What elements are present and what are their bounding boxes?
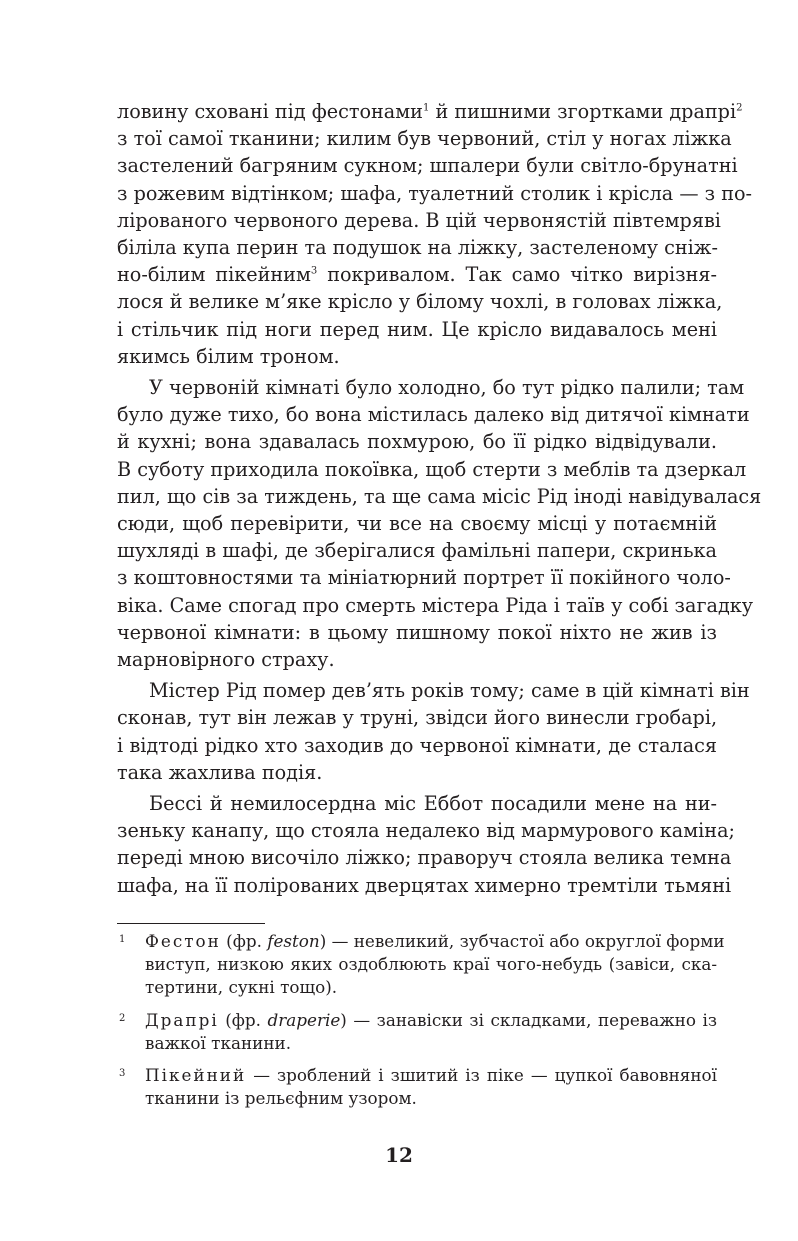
text-line — [117, 592, 754, 619]
footnote-number: 3 — [119, 1068, 126, 1080]
text-line — [117, 207, 721, 234]
text-run: зеньку канапу, що стояла недалеко від мармурового каміна; — [117, 819, 735, 843]
text-line — [117, 483, 762, 510]
text-line — [117, 844, 732, 871]
footnote-reference: 2 — [736, 102, 743, 114]
text-line — [117, 125, 732, 152]
text-line — [117, 759, 717, 786]
paragraph — [117, 677, 750, 786]
text-run: шафа, на її полірованих дверцятах химерно тремтіли тьмяні — [117, 873, 732, 897]
text-run: й пишними згортками драпрі — [429, 100, 737, 123]
text-line — [117, 428, 717, 455]
footnote-term: Драпрі — [145, 1009, 219, 1030]
footnote-line — [145, 1064, 717, 1087]
text-run: і стільчик під ноги перед ним. Це крісло видавалось мені — [117, 317, 717, 341]
text-run: якимсь білим троном. — [117, 344, 340, 368]
paragraph — [117, 374, 762, 673]
text-line — [117, 316, 717, 343]
text-run: ) — невеликий, зубчастої або округлої форми — [319, 931, 725, 951]
footnote-line — [145, 1009, 717, 1032]
text-run: виступ, низкою яких оздоблюють краї чого-небудь (завіси, ска- — [145, 954, 717, 975]
text-line — [117, 152, 738, 179]
text-run: лірованого червоного дерева. В цій червонястій півтемряві — [117, 208, 721, 232]
footnote-term: Пікейний — [145, 1065, 247, 1086]
text-run: В суботу приходила покоївка, щоб стерти з меблів та дзеркал — [117, 457, 747, 481]
text-run: шухляді в шафі, де зберігалися фамільні папери, скринька — [117, 539, 717, 563]
text-line — [117, 704, 717, 731]
footnote-number: 1 — [119, 934, 126, 945]
text-run: Містер Рід помер дев’ять років тому; саме в цій кімнаті він — [149, 679, 750, 703]
text-line — [117, 537, 717, 564]
text-line — [117, 732, 717, 759]
text-run: У червоній кімнаті було холодно, бо тут рідко палили; там — [149, 376, 745, 400]
text-line — [117, 234, 717, 261]
text-line — [117, 261, 717, 288]
text-line — [117, 510, 717, 537]
text-run: марновірного страху. — [117, 648, 335, 672]
footnotes — [117, 930, 725, 1119]
text-run: (фр. — [220, 931, 268, 951]
text-line — [117, 677, 750, 704]
text-run: і відтоді рідко хто заходив до червоної кімнати, де сталася — [117, 733, 717, 757]
footnote-reference: 1 — [422, 102, 430, 114]
text-run: й кухні; вона здавалась похмурою, бо її рідко відвідували. — [117, 430, 717, 454]
footnote-line — [145, 953, 717, 976]
text-line — [117, 343, 717, 370]
text-line — [117, 401, 750, 428]
text-run: червоної кімнати: в цьому пишному покої ніхто не жив із — [117, 620, 717, 644]
text-line — [117, 564, 731, 591]
text-line — [117, 817, 735, 844]
footnote-term: Фестон — [145, 931, 221, 951]
text-line — [117, 619, 717, 646]
text-line — [117, 98, 743, 125]
text-run: тертини, сукні тощо). — [145, 977, 338, 998]
text-run: — зроблений і зшитий із піке — цупкої бавовняної — [246, 1065, 717, 1086]
text-run: переді мною височіло ліжко; праворуч стояла велика темна — [117, 846, 732, 870]
text-run: покривалом. Так само чітко вирізня- — [317, 263, 717, 287]
footnote-reference: 3 — [310, 265, 318, 277]
text-run: лося й велике м’яке крісло у білому чохлі, в головах ліжка, — [117, 290, 723, 314]
footnote-number: 2 — [119, 1012, 126, 1024]
footnote-line — [145, 1087, 717, 1110]
text-run: сюди, щоб перевірити, чи все на своєму місці у потаємній — [117, 512, 717, 536]
footnote-line — [145, 976, 717, 999]
italic-term: draperie — [267, 1009, 341, 1030]
text-line — [117, 872, 732, 899]
footnote — [117, 930, 725, 1000]
footnote-line — [145, 1032, 717, 1055]
italic-term: feston — [267, 931, 320, 951]
text-line — [117, 646, 717, 673]
text-line — [117, 790, 717, 817]
text-run: ловину сховані під фестонами — [117, 100, 423, 123]
text-run: з коштовностями та мініатюрний портрет її покійного чоло- — [117, 566, 731, 590]
text-run: важкої тканини. — [145, 1032, 292, 1053]
text-line — [117, 288, 723, 315]
text-run: но-білим пікейним — [117, 263, 311, 287]
paragraph — [117, 98, 753, 370]
page-number: 12 — [385, 1143, 413, 1167]
text-line — [117, 374, 745, 401]
text-run: з рожевим відтінком; шафа, туалетний столик і крісла — з по- — [117, 181, 753, 205]
text-run: було дуже тихо, бо вона містилась далеко від дитячої кімнати — [117, 403, 750, 427]
footnote-divider — [117, 923, 265, 924]
text-run: біліла купа перин та подушок на ліжку, застеленому сніж- — [117, 236, 718, 260]
main-text — [117, 98, 762, 899]
text-line — [117, 180, 753, 207]
text-run: з тої самої тканини; килим був червоний, стіл у ногах ліжка — [117, 127, 732, 151]
text-run: ) — занавіски зі складками, переважно із — [340, 1009, 717, 1030]
text-line — [117, 456, 747, 483]
text-run: тканини із рельєфним узором. — [145, 1088, 417, 1109]
text-run: Бессі й немилосердна міс Еббот посадили мене на ни- — [149, 792, 717, 816]
text-run: застелений багряним сукном; шпалери були світло-брунатні — [117, 154, 738, 178]
footnote — [117, 1064, 717, 1110]
text-run: (фр. — [218, 1009, 268, 1030]
text-run: така жахлива подія. — [117, 760, 323, 784]
text-run: пил, що сів за тиждень, та ще сама місіс Рід іноді навідувалася — [117, 484, 762, 508]
footnote — [117, 1009, 717, 1055]
paragraph — [117, 790, 735, 899]
text-run: віка. Саме спогад про смерть містера Ріда і таїв у собі загадку — [117, 593, 754, 617]
text-run: сконав, тут він лежав у труні, звідси його винесли гробарі, — [117, 706, 718, 730]
footnote-line — [145, 930, 725, 953]
